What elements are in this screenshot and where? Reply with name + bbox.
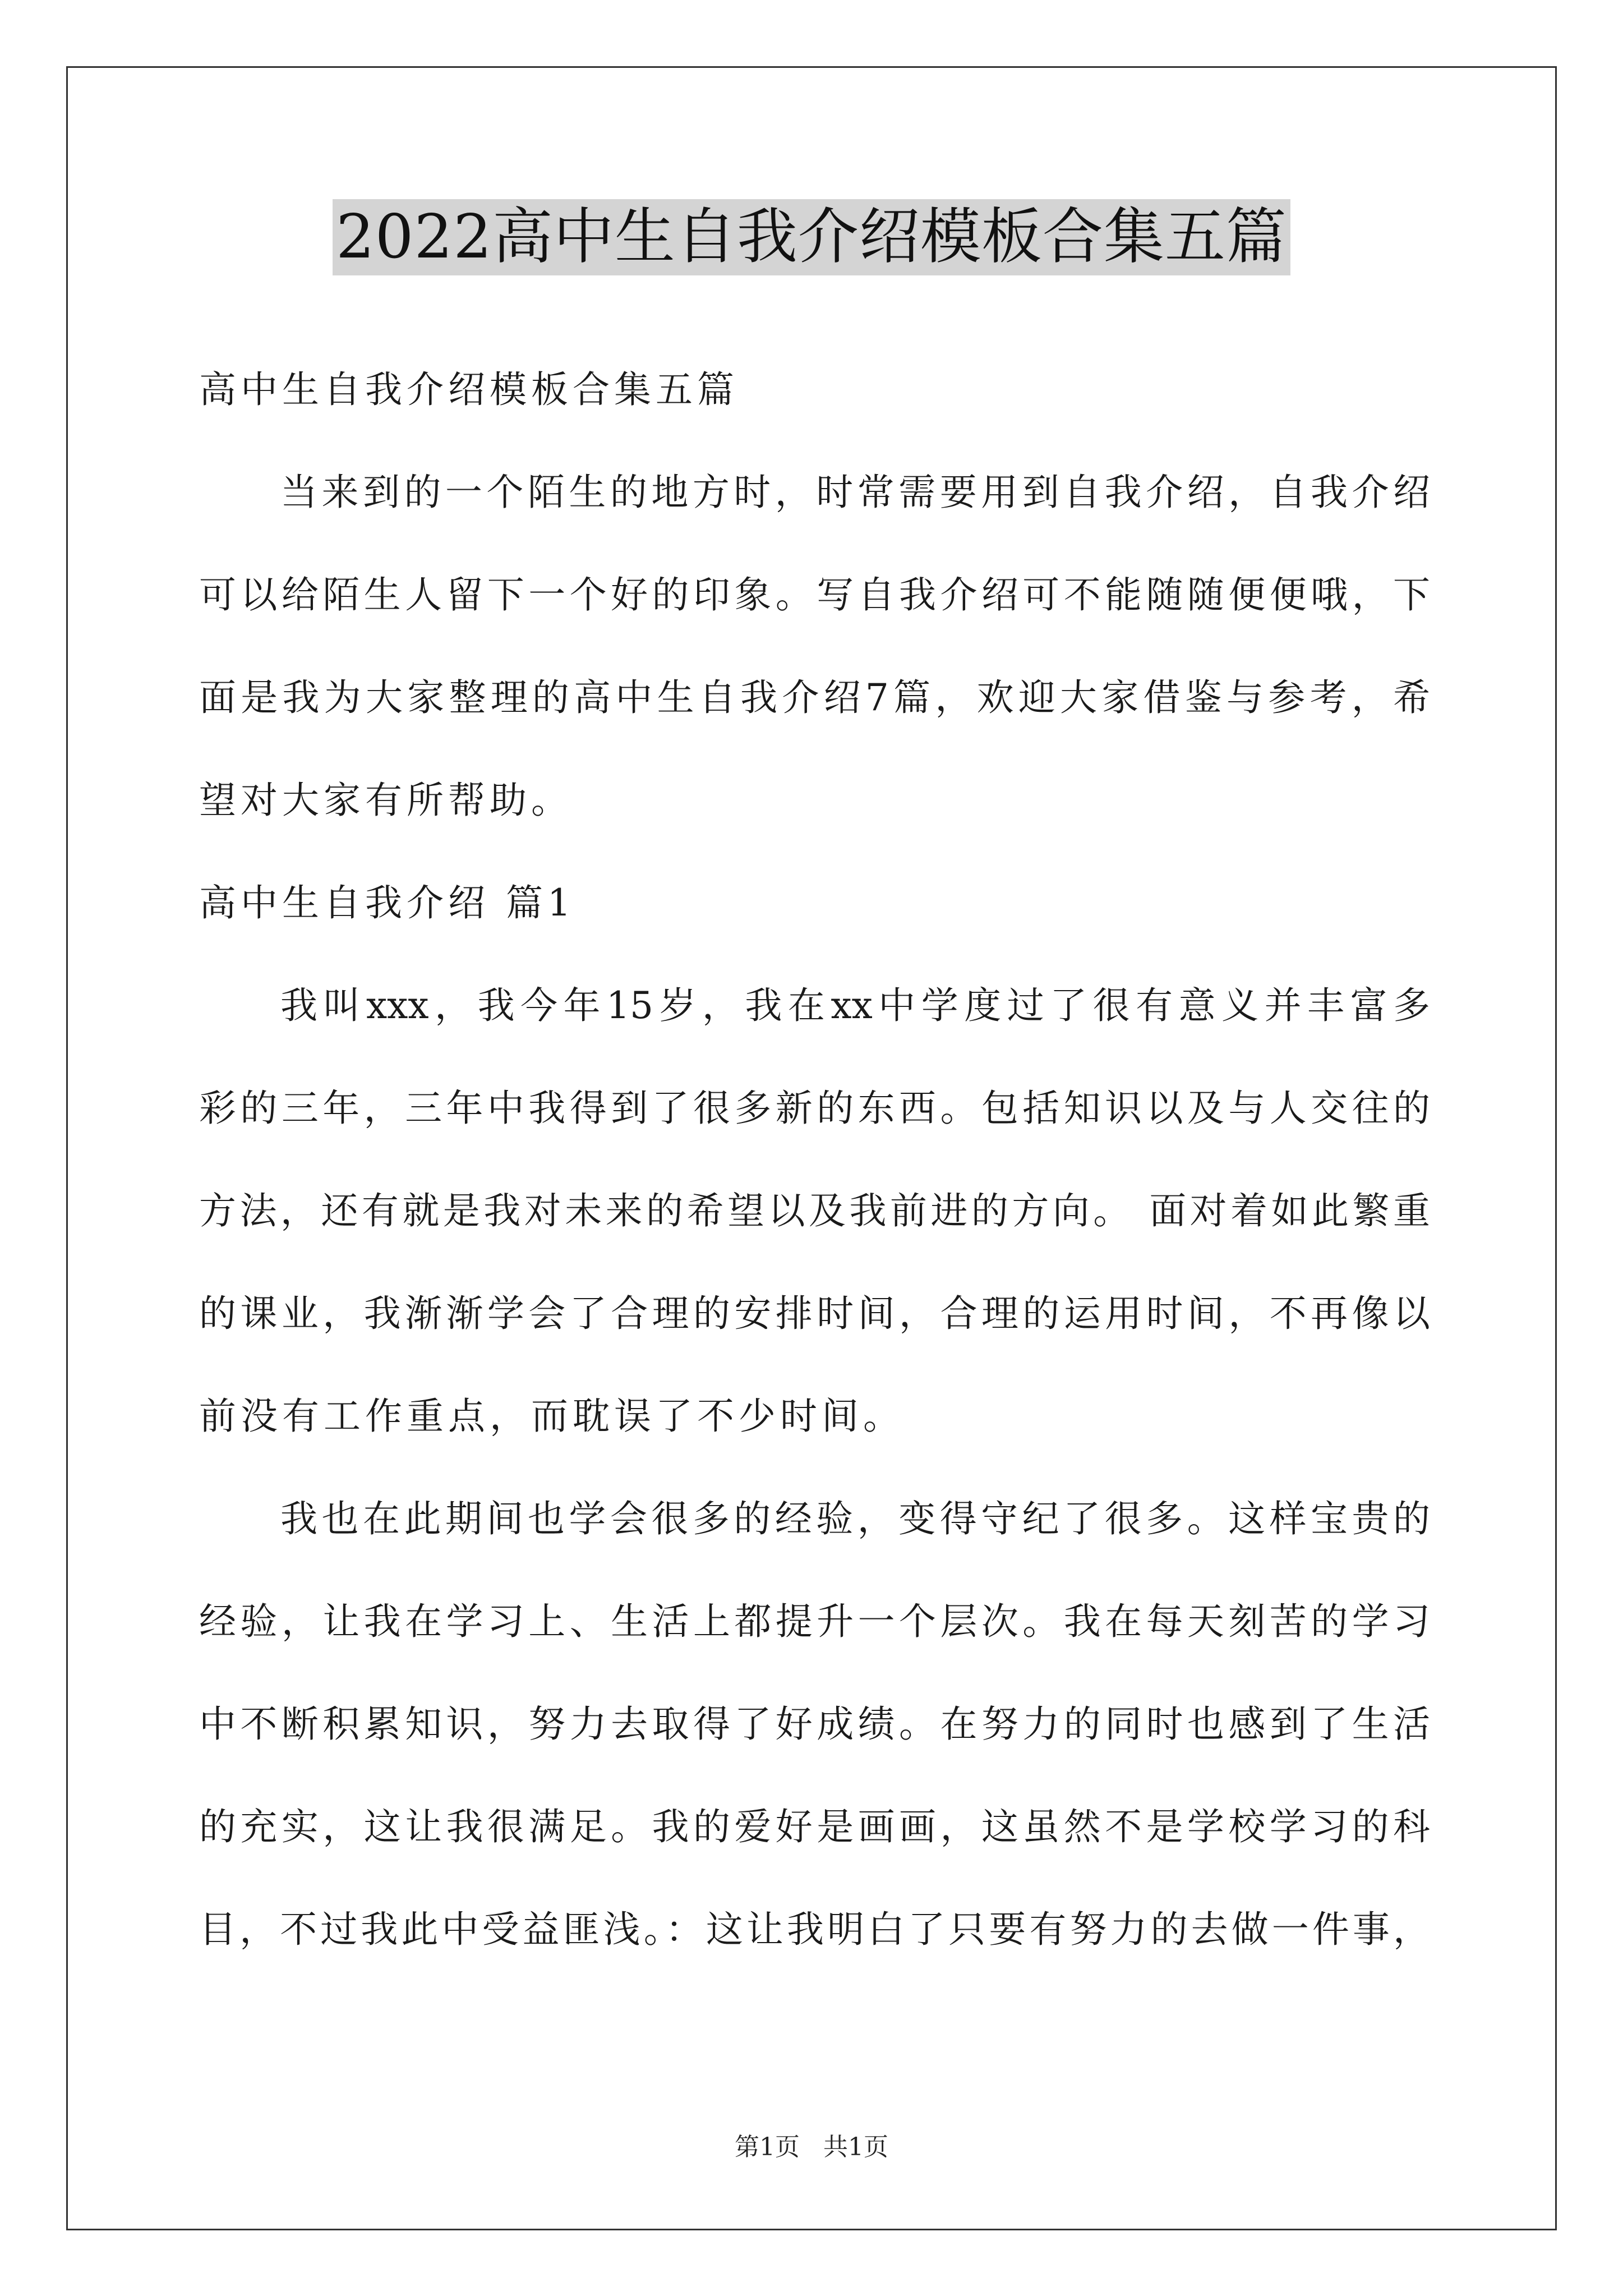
paragraph-line: 的课业，我渐渐学会了合理的安排时间，合理的运用时间，不再像以 bbox=[199, 1292, 1430, 1335]
paragraph-line: 方法，还有就是我对未来的希望以及我前进的方向。 面对着如此繁重 bbox=[199, 1189, 1430, 1232]
paragraph-line: 目，不过我此中受益匪浅。：这让我明白了只要有努力的去做一件事， bbox=[199, 1908, 1430, 1951]
paragraph-line: 我叫xxx，我今年15岁，我在xx中学度过了很有意义并丰富多 bbox=[280, 984, 1430, 1027]
subtitle-line: 高中生自我介绍模板合集五篇 bbox=[199, 368, 739, 411]
section-heading: 高中生自我介绍 篇1 bbox=[199, 881, 575, 924]
paragraph-line: 彩的三年，三年中我得到了很多新的东西。包括知识以及与人交往的 bbox=[199, 1087, 1430, 1130]
document-title: 2022高中生自我介绍模板合集五篇 bbox=[333, 199, 1290, 275]
page-total: 共1页 bbox=[823, 2133, 888, 2161]
paragraph-line: 我也在此期间也学会很多的经验，变得守纪了很多。这样宝贵的 bbox=[280, 1497, 1430, 1540]
page-footer bbox=[0, 2132, 1623, 2163]
paragraph-line: 面是我为大家整理的高中生自我介绍7篇，欢迎大家借鉴与参考，希 bbox=[199, 676, 1430, 719]
page-number: 第1页 bbox=[735, 2133, 800, 2161]
paragraph-line: 当来到的一个陌生的地方时，时常需要用到自我介绍，自我介绍 bbox=[280, 471, 1430, 514]
paragraph-line: 可以给陌生人留下一个好的印象。写自我介绍可不能随随便便哦，下 bbox=[199, 573, 1430, 616]
paragraph-line: 中不断积累知识，努力去取得了好成绩。在努力的同时也感到了生活 bbox=[199, 1703, 1430, 1746]
paragraph-line: 的充实，这让我很满足。我的爱好是画画，这虽然不是学校学习的科 bbox=[199, 1805, 1430, 1848]
paragraph-line: 经验，让我在学习上、生活上都提升一个层次。我在每天刻苦的学习 bbox=[199, 1600, 1430, 1643]
title-container bbox=[0, 199, 1623, 275]
paragraph-line: 望对大家有所帮助。 bbox=[199, 779, 573, 822]
paragraph-line: 前没有工作重点，而耽误了不少时间。 bbox=[199, 1395, 905, 1438]
